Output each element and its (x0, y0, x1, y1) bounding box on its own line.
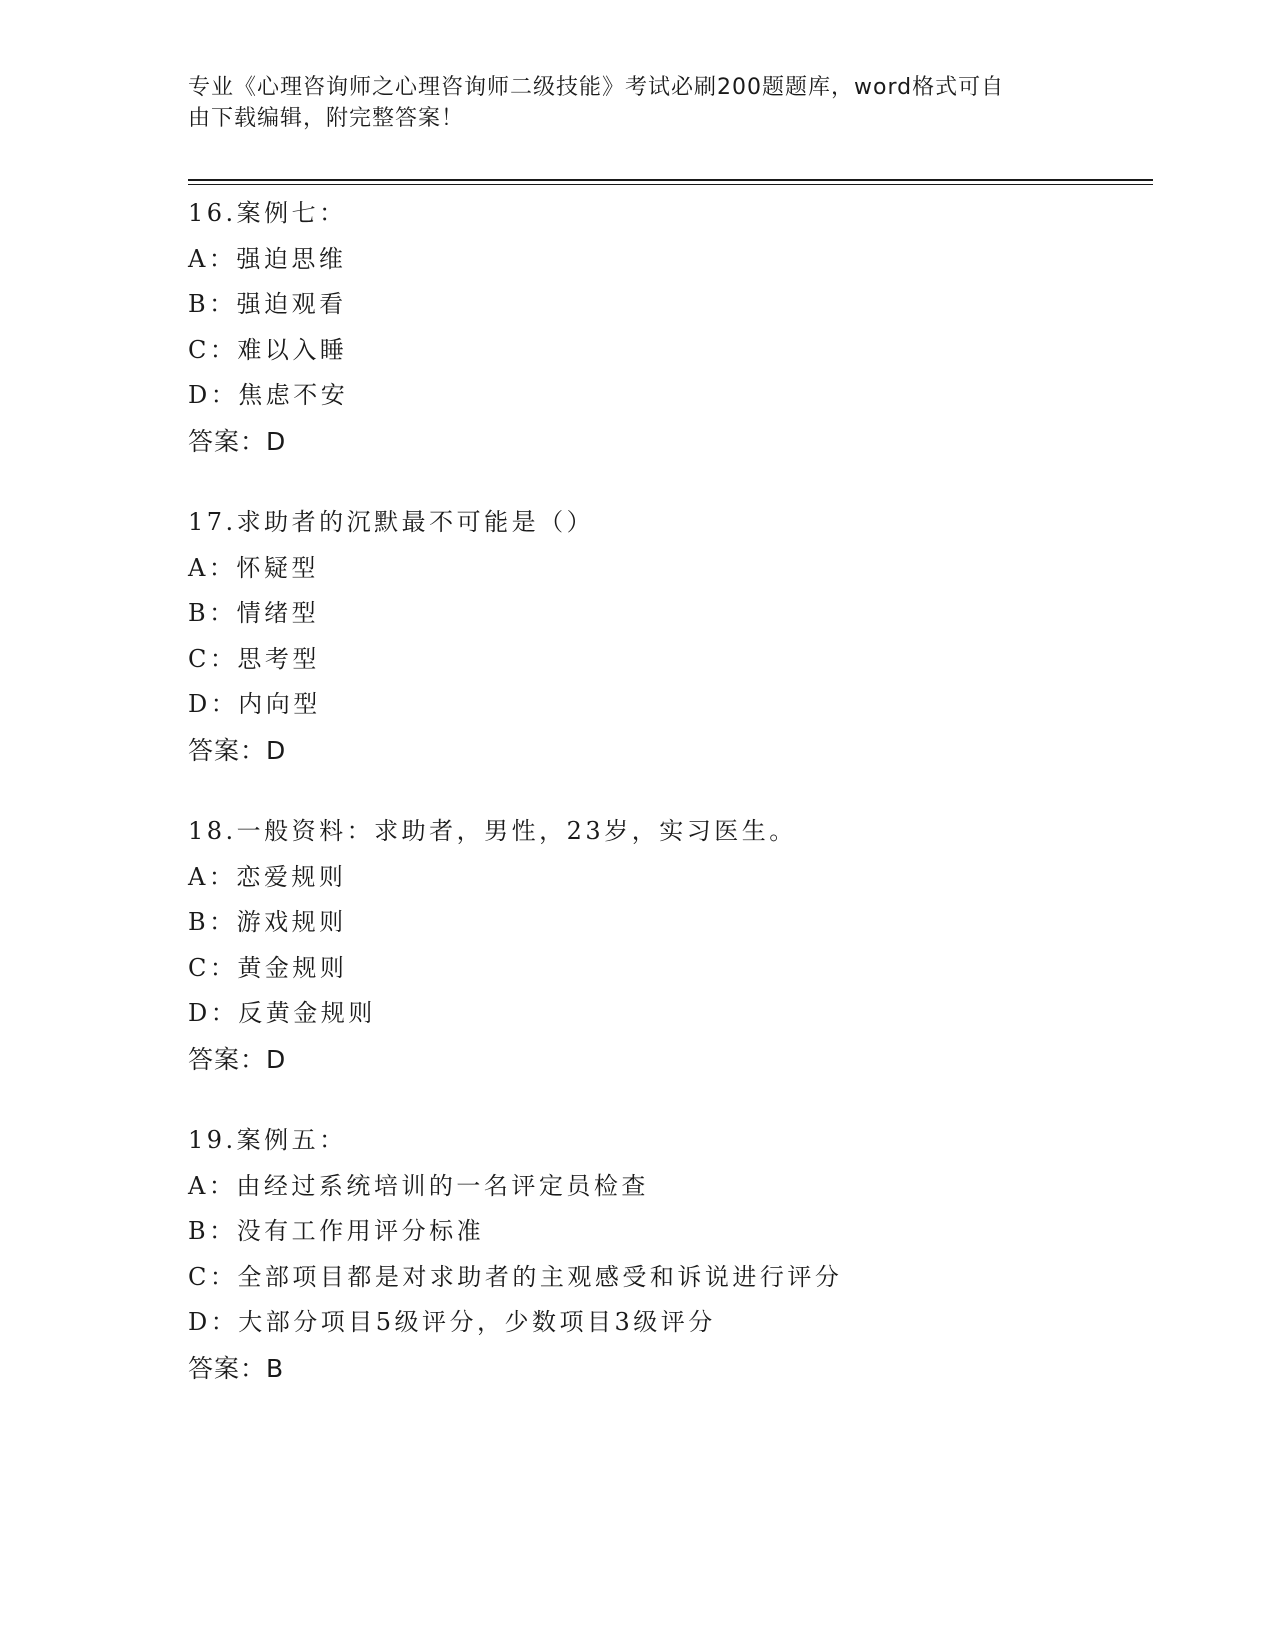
option-d: D：焦虑不安 (188, 381, 349, 409)
answer-label: 答案：D (188, 735, 287, 765)
option-a: A：怀疑型 (188, 553, 319, 582)
option-c: C：难以入睡 (188, 335, 348, 364)
question-stem: 16.案例七： (188, 199, 347, 227)
option-d: D：反黄金规则 (188, 999, 376, 1027)
question-list (188, 191, 1148, 1427)
question-18 (188, 809, 1148, 1082)
option-d: D：大部分项目5级评分，少数项目3级评分 (188, 1308, 716, 1336)
question-stem: 19.案例五： (188, 1126, 347, 1154)
option-b: B：情绪型 (188, 599, 320, 627)
answer-label: 答案：D (188, 1044, 287, 1074)
question-19 (188, 1118, 1148, 1391)
question-stem: 18.一般资料：求助者，男性，23岁，实习医生。 (188, 817, 797, 845)
option-b: B：强迫观看 (188, 290, 347, 318)
option-d: D：内向型 (188, 690, 321, 718)
question-stem: 17.求助者的沉默最不可能是（） (188, 508, 595, 536)
option-c: C：思考型 (188, 644, 320, 673)
question-17 (188, 500, 1148, 773)
header-divider-thin (188, 184, 1153, 185)
option-b: B：游戏规则 (188, 908, 347, 936)
document-header (188, 72, 1068, 134)
option-a: A：强迫思维 (188, 244, 347, 273)
question-16 (188, 191, 1148, 464)
answer-label: 答案：D (188, 426, 287, 456)
option-b: B：没有工作用评分标准 (188, 1217, 485, 1245)
option-a: A：由经过系统培训的一名评定员检查 (188, 1171, 649, 1200)
answer-label: 答案：B (188, 1353, 285, 1383)
header-divider-thick (188, 179, 1153, 181)
option-a: A：恋爱规则 (188, 862, 347, 891)
header-line-1: 专业《心理咨询师之心理咨询师二级技能》考试必刷200题题库，word格式可自 (188, 75, 1005, 100)
option-c: C：全部项目都是对求助者的主观感受和诉说进行评分 (188, 1262, 843, 1291)
header-line-2: 由下载编辑，附完整答案！ (188, 106, 465, 131)
option-c: C：黄金规则 (188, 953, 348, 982)
